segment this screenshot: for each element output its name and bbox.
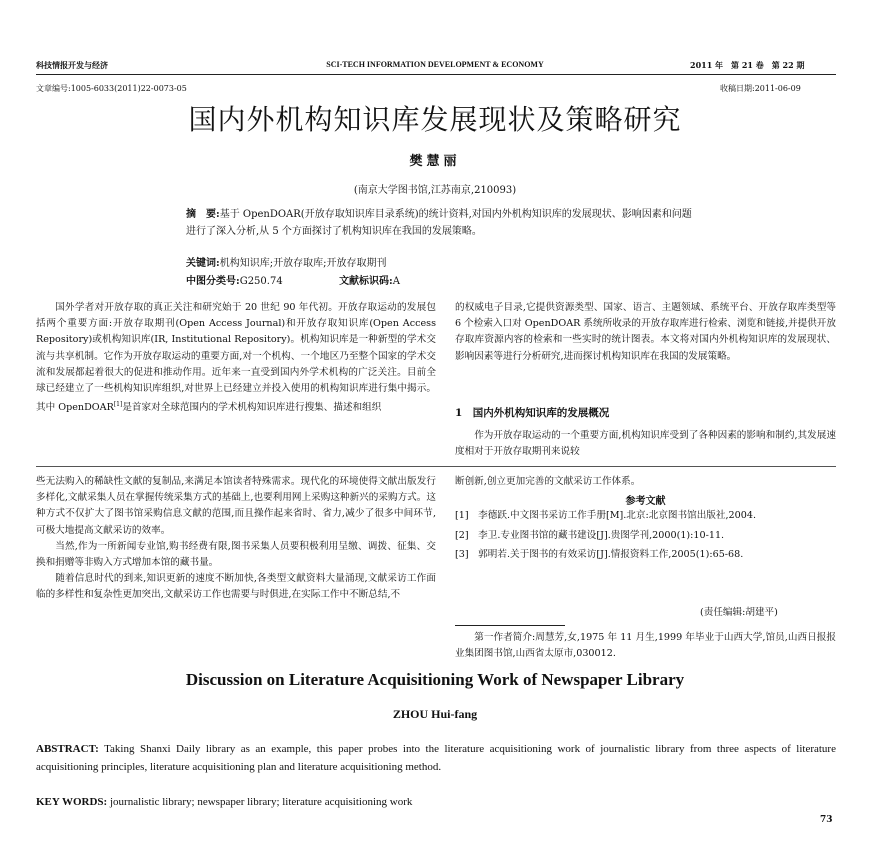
- body-left-lower-p2: 当然,作为一所新闻专业馆,购书经费有限,图书采集人员要积极利用呈缴、调拨、征集、交换和捐赠等非购入方式增加本馆的藏书量。: [36, 540, 436, 569]
- abstract-cn: [186, 207, 698, 240]
- keywords-label: 关键词:: [186, 258, 220, 269]
- body-left-upper-text: 国外学者对开放存取的真正关注和研究始于 20 世纪 90 年代初。开放存取运动的发展包括两个重要方面:开放存取期刊(Open Access Journal)和开放存取知识库(Open Access Repository)或机构知识库(IR, Institutional Repository)。机构知识库是一种新型的学术交流与共享机制。它作为开放存取运动的重要方面,对一个机构、一个地区乃至整个国家的学术交流和发展都起着很大的促进和推动作用。近年来一直受到国内外学术机构的广泛关注。目前全球已经建立了一些机构知识库组织,对世界上已经建立并投入使用的机构知识库进行集中揭示。其中 OpenDOAR: [36, 302, 436, 414]
- journal-name-cn: 科技情报开发与经济: [36, 60, 108, 70]
- body-left-lower: [36, 474, 436, 604]
- keywords-text: 机构知识库;开放存取库;开放存取期刊: [219, 258, 387, 269]
- body-right-lower-p1: 断创新,创立更加完善的文献采访工作体系。: [455, 476, 641, 487]
- affiliation: (南京大学图书馆,江苏南京,210093): [353, 185, 517, 196]
- doc-code: A: [392, 276, 400, 287]
- author-name: 樊慧丽: [409, 154, 461, 169]
- english-keywords-label: KEY WORDS:: [36, 796, 108, 808]
- body-right-section-text: 作为开放存取运动的一个重要方面,机构知识库受到了各种因素的影响和制约,其发展速度相对于开放存取期刊来说较: [455, 430, 836, 458]
- classification-line: [186, 272, 400, 287]
- author-bio: [455, 630, 836, 662]
- english-title: Discussion on Literature Acquisitioning Work of Newspaper Library: [185, 670, 685, 689]
- english-keywords-text: journalistic library; newspaper library; literature acquisitioning work: [109, 796, 413, 808]
- body-right-lower: [455, 474, 836, 490]
- section-heading: 1 国内外机构知识库的发展概况: [455, 407, 610, 419]
- footnote-rule: [455, 625, 565, 626]
- body-right-upper: [455, 300, 836, 365]
- body-right-upper-text: 的权威电子目录,它提供资源类型、国家、语言、主题领域、系统平台、开放存取库类型等 6 个检索入口对 OpenDOAR 系统所收录的开放存取库进行检索、浏览和链接,并提供开放存取库资源内容的检索和一些实时的统计图表。本文将对国内外机构知识库的发展现状、影响因素等进行分析研究,进而探讨机构知识库在我国的发展策略。: [455, 302, 836, 362]
- class-no: G250.74: [239, 276, 283, 287]
- page-seam: [36, 466, 836, 467]
- citation-1: [1]: [113, 401, 123, 409]
- body-left-lower-p1: 些无法购入的稀缺性文献的复制品,来满足本馆读者特殊需求。现代化的环境使得文献出版发行多样化,文献采集人员在掌握传统采集方式的基础上,也要利用网上采购这种新兴的采购方式。这种方式不仅扩大了图书馆采购信息文献的范围,而且操作起来省时、省力,减少了很多中间环节,可极大地提高文献采访的效率。: [36, 476, 436, 536]
- english-abstract-label: ABSTRACT:: [36, 743, 99, 755]
- doc-code-label: 文献标识码:: [339, 276, 393, 287]
- header-rule: [36, 74, 836, 75]
- reference-item: [2] 李卫.专业图书馆的藏书建设[J].贵图学刊,2000(1):10-11.: [455, 529, 725, 541]
- reference-item: [1] 李德跃.中文图书采访工作手册[M].北京:北京图书馆出版社,2004.: [455, 510, 756, 521]
- author-bio-text: 第一作者简介:周慧芳,女,1975 年 11 月生,1999 年毕业于山西大学,馆员,山西日报报业集团图书馆,山西省太原市,030012.: [455, 632, 836, 660]
- journal-name-en: SCI-TECH INFORMATION DEVELOPMENT & ECONOMY: [326, 60, 544, 69]
- reference-item: [3] 郭明若.关于图书的有效采访[J].情报资料工作,2005(1):65-68.: [455, 549, 744, 560]
- issue-info: 2011 年 第 21 卷 第 22 期: [690, 60, 805, 70]
- class-label: 中图分类号:: [186, 276, 240, 287]
- abstract-text: 基于 OpenDOAR(开放存取知识库目录系统)的统计资料,对国内外机构知识库的发展现状、影响因素和问题进行了深入分析,从 5 个方面探讨了机构知识库在我国的发展策略。: [186, 209, 692, 237]
- english-abstract: [36, 740, 836, 776]
- body-left-upper: [36, 300, 436, 417]
- abstract-label: 摘 要:: [186, 209, 220, 220]
- page-number: 73: [820, 815, 833, 825]
- body-left-lower-p3: 随着信息时代的到来,知识更新的速度不断加快,各类型文献资料大量涌现,文献采访工作面临的多样性和复杂性更加突出,文献采访工作也需要与时俱进,在实际工作中不断总结,不: [36, 573, 436, 601]
- body-left-upper-end: 是首家对全球范围内的学术机构知识库进行搜集、描述和组织: [122, 402, 382, 414]
- references-list: [455, 508, 836, 567]
- editor-note: (责任编辑:胡建平): [700, 607, 778, 618]
- english-author: ZHOU Hui-fang: [392, 707, 478, 721]
- references-heading: 参考文献: [625, 496, 666, 507]
- keywords-cn: [186, 254, 386, 269]
- english-keywords: [36, 796, 412, 808]
- received-date: 收稿日期:2011-06-09: [720, 84, 801, 93]
- article-number: 文章编号:1005-6033(2011)22-0073-05: [36, 84, 187, 93]
- english-abstract-text: Taking Shanxi Daily library as an example, this paper probes into the literature acquisitioning work of journalistic library from three aspects of literature acquisitioning principles, literature acquisitioning plan and literature acquisitioning method.: [36, 743, 836, 773]
- page-title: 国内外机构知识库发展现状及策略研究: [188, 103, 682, 136]
- body-right-section: [455, 428, 836, 460]
